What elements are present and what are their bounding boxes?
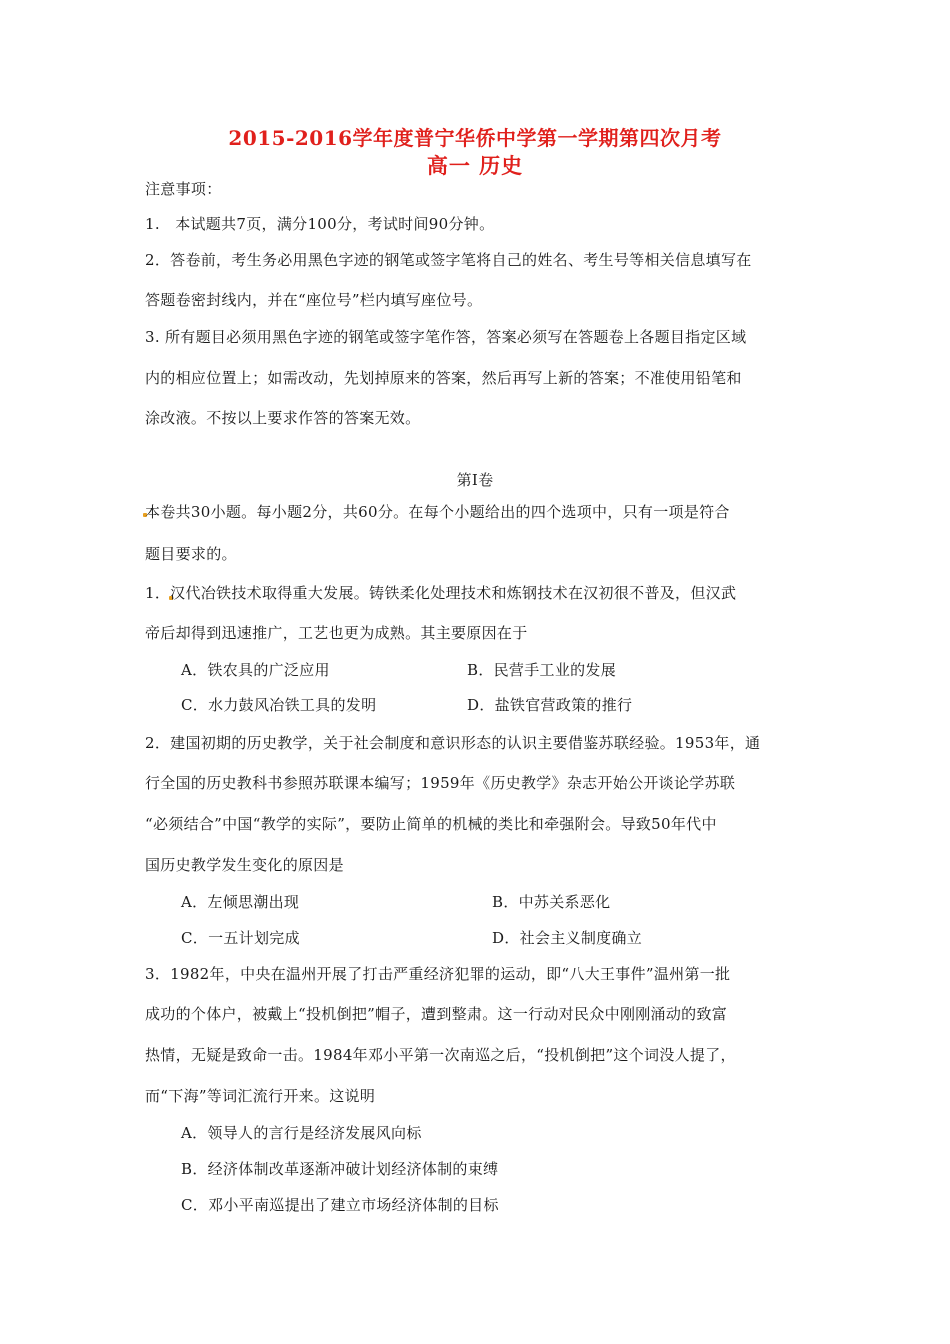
q2-option-a: A．左倾思潮出现 [181,893,300,911]
q1-option-d: D．盐铁官营政策的推行 [467,696,633,714]
q2-option-b: B．中苏关系恶化 [492,893,611,911]
notice-item-2-line-2: 答题卷密封线内，并在“座位号”栏内填写座位号。 [145,291,483,309]
q3-option-a: A．领导人的言行是经济发展风向标 [181,1124,422,1142]
notice-item-1: 1. 本试题共7页，满分100分，考试时间90分钟。 [145,215,495,233]
section-intro-line-1: 本卷共30小题。每小题2分，共60分。在每个小题给出的四个选项中，只有一项是符合 [145,503,730,521]
notice-item-2-line-1: 2．答卷前，考生务必用黑色字迹的钢笔或签字笔将自己的姓名、考生号等相关信息填写在 [145,251,752,269]
q2-stem-line-1: 2．建国初期的历史教学，关于社会制度和意识形态的认识主要借鉴苏联经验。1953年，通 [145,734,761,752]
q1-option-b: B．民营手工业的发展 [467,661,617,679]
q2-option-c: C．一五计划完成 [181,929,300,947]
exam-subtitle: 高一 历史 [426,153,524,178]
q2-stem-line-3: “必须结合”中国“教学的实际”，要防止简单的机械的类比和牵强附会。导致50年代中 [145,815,717,833]
q3-stem-line-3: 热情，无疑是致命一击。1984年邓小平第一次南巡之后，“投机倒把”这个词没人提了， [145,1046,736,1064]
q1-stem-line-1: 1．汉代冶铁技术取得重大发展。铸铁柔化处理技术和炼钢技术在汉初很不普及，但汉武 [145,584,737,602]
q1-stem-line-2: 帝后却得到迅速推广，工艺也更为成熟。其主要原因在于 [145,624,528,642]
q1-option-a: A．铁农具的广泛应用 [181,661,330,679]
notice-item-3-line-2: 内的相应位置上；如需改动，先划掉原来的答案，然后再写上新的答案；不准使用铅笔和 [145,369,742,387]
q2-stem-line-2: 行全国的历史教科书参照苏联课本编写；1959年《历史教学》杂志开始公开谈论学苏联 [145,774,736,792]
q3-stem-line-4: 而“下海”等词汇流行开来。这说明 [145,1087,376,1105]
q2-option-d: D．社会主义制度确立 [492,929,643,947]
q3-option-c: C．邓小平南巡提出了建立市场经济体制的目标 [181,1196,499,1214]
exam-title: 2015-2016学年度普宁华侨中学第一学期第四次月考 [228,126,722,150]
q3-option-b: B．经济体制改革逐渐冲破计划经济体制的束缚 [181,1160,499,1178]
q2-stem-line-4: 国历史教学发生变化的原因是 [145,856,344,874]
notice-heading: 注意事项： [145,180,222,198]
q1-option-c: C．水力鼓风冶铁工具的发明 [181,696,377,714]
section-label: 第Ⅰ卷 [456,471,494,489]
notice-item-3-line-1: 3. 所有题目必须用黑色字迹的钢笔或签字笔作答，答案必须写在答题卷上各题目指定区域 [145,328,747,346]
q3-stem-line-2: 成功的个体户，被戴上“投机倒把”帽子，遭到整肃。这一行动对民众中刚刚涌动的致富 [145,1005,728,1023]
notice-item-3-line-3: 涂改液。不按以上要求作答的答案无效。 [145,409,421,427]
section-intro-line-2: 题目要求的。 [145,545,237,563]
q3-stem-line-1: 3．1982年，中央在温州开展了打击严重经济犯罪的运动，即“八大王事件”温州第一批 [145,965,731,983]
